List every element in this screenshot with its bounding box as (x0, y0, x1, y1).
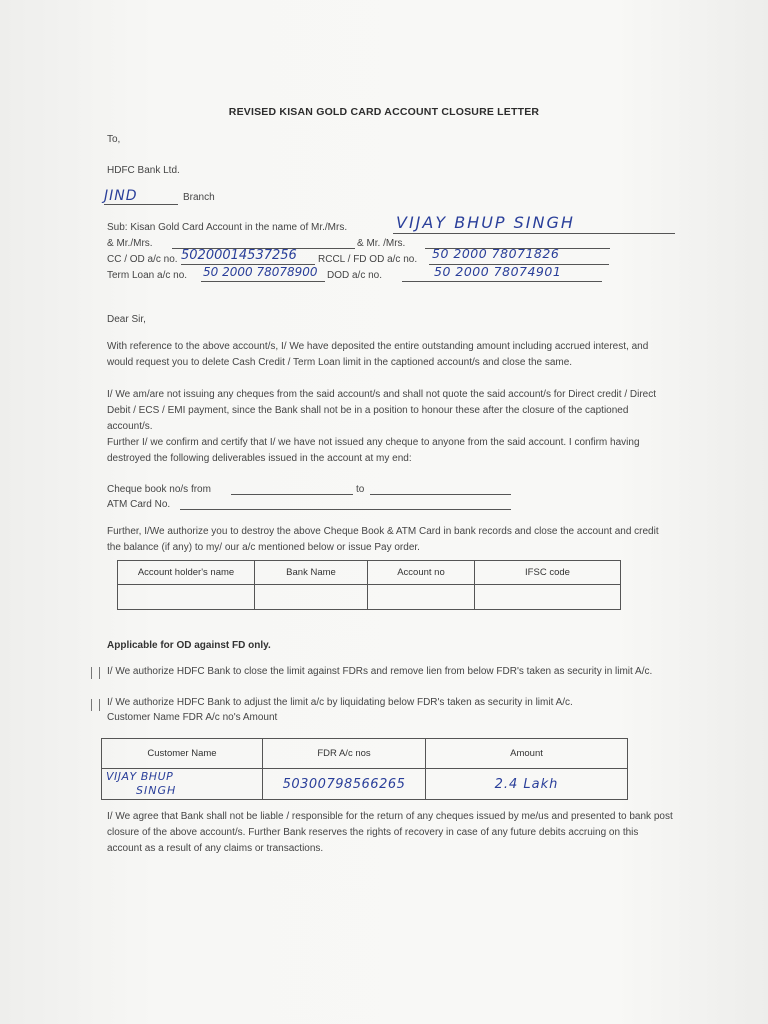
mr-mrs-2: & Mr. /Mrs. (357, 238, 406, 249)
fdr-customer-cell (102, 769, 263, 800)
checkbox-bracket (91, 699, 92, 711)
fdr-customer-line1: VIJAY BHUP (106, 770, 174, 783)
atm-card-label: ATM Card No. (107, 499, 171, 510)
table-cell (368, 585, 475, 610)
header-account-no: Account no (368, 561, 475, 585)
option-2: I/ We authorize HDFC Bank to adjust the limit a/c by liquidating below FDR's taken as security in limit A/c. (107, 697, 573, 708)
checkbox-bracket (99, 699, 100, 711)
fdr-amount-cell (426, 769, 628, 800)
fdr-number-handwritten: 50300798566265 (282, 776, 406, 792)
header-amount: Amount (426, 739, 628, 769)
paragraph-4: Further, I/We authorize you to destroy the above Cheque Book & ATM Card in bank records and close the account and credit the balance (if any) to my/ our a/c mentioned below or issue Pay order. (107, 526, 659, 553)
table-cell (118, 585, 255, 610)
fdr-amount-handwritten: 2.4 Lakh (494, 776, 559, 792)
paragraph-3: Further I/ we confirm and certify that I/ we have not issued any cheque to anyone from the said account. I confirm having destroyed the following deliverables issued in the account at my end: (107, 437, 640, 464)
table-cell (475, 585, 621, 610)
od-heading: Applicable for OD against FD only. (107, 640, 271, 651)
header-customer-name: Customer Name (102, 739, 263, 769)
bank-name: HDFC Bank Ltd. (107, 165, 180, 176)
fdr-number-cell (263, 769, 426, 800)
fdr-customer-line2: SINGH (136, 784, 177, 797)
cheque-to-label: to (356, 484, 365, 495)
branch-label: Branch (183, 192, 215, 203)
cc-label: CC / OD a/c no. (107, 254, 178, 265)
payout-account-table (117, 560, 621, 610)
rccl-label: RCCL / FD OD a/c no. (318, 254, 418, 265)
branch-name-handwritten: JIND (104, 188, 138, 204)
cheque-from-label: Cheque book no/s from (107, 484, 211, 495)
paragraph-2: I/ We am/are not issuing any cheques from the said account/s and shall not quote the said account/s for Direct credit / Direct Debit / ECS / EMI payment, since the Bank shall not be in a position to honour these after the closure of the captioned account/s. (107, 389, 656, 432)
paragraph-5: I/ We agree that Bank shall not be liable / responsible for the return of any cheques issued by me/us and presented to bank post closure of the above account/s. Further Bank reserves the rights of recovery in case of any future debits accruing on this account as a result of any claims or transactions. (107, 811, 673, 854)
to-line: To, (107, 134, 121, 145)
term-loan-value-handwritten: 50 2000 78078900 (203, 265, 318, 279)
option-1: I/ We authorize HDFC Bank to close the limit against FDRs and remove lien from below FDR's taken as security in limit A/c. (107, 666, 653, 677)
account-holder-handwritten: VIJAY BHUP SINGH (396, 213, 575, 232)
header-bank-name: Bank Name (255, 561, 368, 585)
term-loan-label: Term Loan a/c no. (107, 270, 188, 281)
header-ifsc-code: IFSC code (475, 561, 621, 585)
fdr-table (101, 738, 628, 800)
table-cell (255, 585, 368, 610)
checkbox-bracket (99, 667, 100, 679)
paragraph-1: With reference to the above account/s, I/ We have deposited the entire outstanding amount including accrued interest, and would request you to delete Cash Credit / Term Loan limit in the captioned account/s and close the same. (107, 341, 649, 368)
cc-value-handwritten: 50200014537256 (181, 248, 297, 263)
header-fdr-nos: FDR A/c nos (263, 739, 426, 769)
subject-label: Sub: Kisan Gold Card Account in the name of Mr./Mrs. (107, 222, 348, 233)
letter-title: REVISED KISAN GOLD CARD ACCOUNT CLOSURE LETTER (228, 106, 540, 118)
mr-mrs-1: & Mr./Mrs. (107, 238, 153, 249)
rccl-value-handwritten: 50 2000 78071826 (432, 246, 560, 261)
dod-label: DOD a/c no. (327, 270, 383, 281)
option-2-sub: Customer Name FDR A/c no's Amount (107, 712, 278, 723)
salutation: Dear Sir, (107, 314, 146, 325)
checkbox-bracket (91, 667, 92, 679)
header-account-holder: Account holder's name (118, 561, 255, 585)
dod-value-handwritten: 50 2000 78074901 (434, 264, 562, 279)
